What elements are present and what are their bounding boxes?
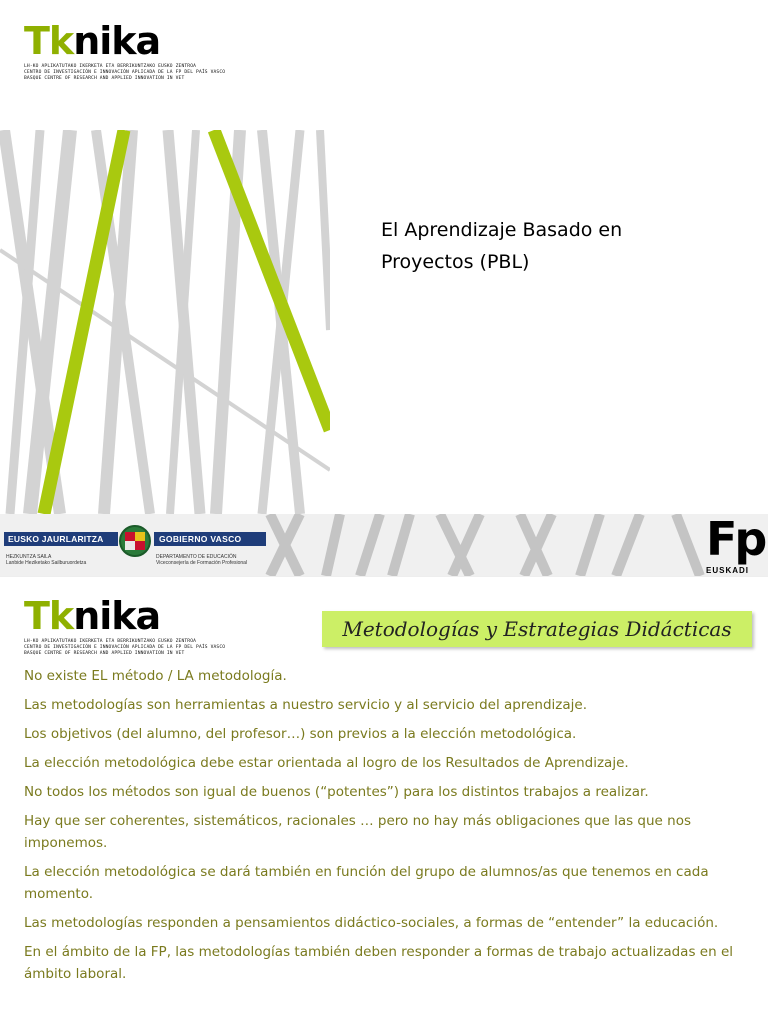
list-item: Los objetivos (del alumno, del profesor…) son previos a la elección metodológica. (24, 726, 577, 742)
section-heading-banner (322, 611, 752, 647)
section-heading: Metodologías y Estrategias Didácticas (342, 617, 732, 641)
list-item: No existe EL método / LA metodología. (24, 668, 287, 684)
decorative-stripes (0, 130, 330, 514)
slide-title: El Aprendizaje Basado en Proyectos (PBL) (381, 219, 623, 273)
tknika-logo: Tknika LH-KO APLIKATUTAKO IKERKETA ETA BERRIKUNTZAKO EUSKO ZENTROA CENTRO DE INVESTIGACIÓN E INNOVACIÓN APLICADA DE LA FP DEL PAÍS VASCO BASQUE CENTRE OF RESEARCH AND APPLIED INNOVATION IN VET (24, 19, 226, 82)
list-item: Las metodologías son herramientas a nuestro servicio y al servicio del aprendizaje. (24, 697, 587, 713)
list-item: No todos los métodos son igual de buenos (“potentes”) para los distintos trabajos a realizar. (24, 784, 649, 800)
list-item: Hay que ser coherentes, sistemáticos, racionales … pero no hay más obligaciones que las que nos imponemos. (24, 813, 691, 851)
fp-euskadi-logo: Fp EUSKADI (706, 512, 765, 575)
tknika-logo: Tknika LH-KO APLIKATUTAKO IKERKETA ETA BERRIKUNTZAKO EUSKO ZENTROA CENTRO DE INVESTIGACIÓN E INNOVACIÓN APLICADA DE LA FP DEL PAÍS VASCO BASQUE CENTRE OF RESEARCH AND APPLIED INNOVATION IN VET (24, 594, 226, 657)
gobierno-vasco-logo: EUSKO JAURLARITZA GOBIERNO VASCO HEZKUNTZA SAILA Lanbide Heziketako Sailburuordetza DEPARTAMENTO DE EDUCACIÓN Viceconsejería de Formación Profesional (4, 524, 266, 572)
list-item: La elección metodológica se dará también en función del grupo de alumnos/as que tenemos en cada momento. (24, 864, 709, 902)
bullet-list (24, 665, 760, 992)
list-item: Las metodologías responden a pensamientos didáctico-sociales, a formas de “entender” la educación. (24, 915, 719, 931)
coat-of-arms-icon (119, 524, 151, 560)
list-item: La elección metodológica debe estar orientada al logro de los Resultados de Aprendizaje. (24, 755, 629, 771)
list-item: En el ámbito de la FP, las metodologías también deben responder a formas de trabajo actualizadas en el ámbito laboral. (24, 944, 733, 982)
content-slide (0, 576, 768, 1025)
